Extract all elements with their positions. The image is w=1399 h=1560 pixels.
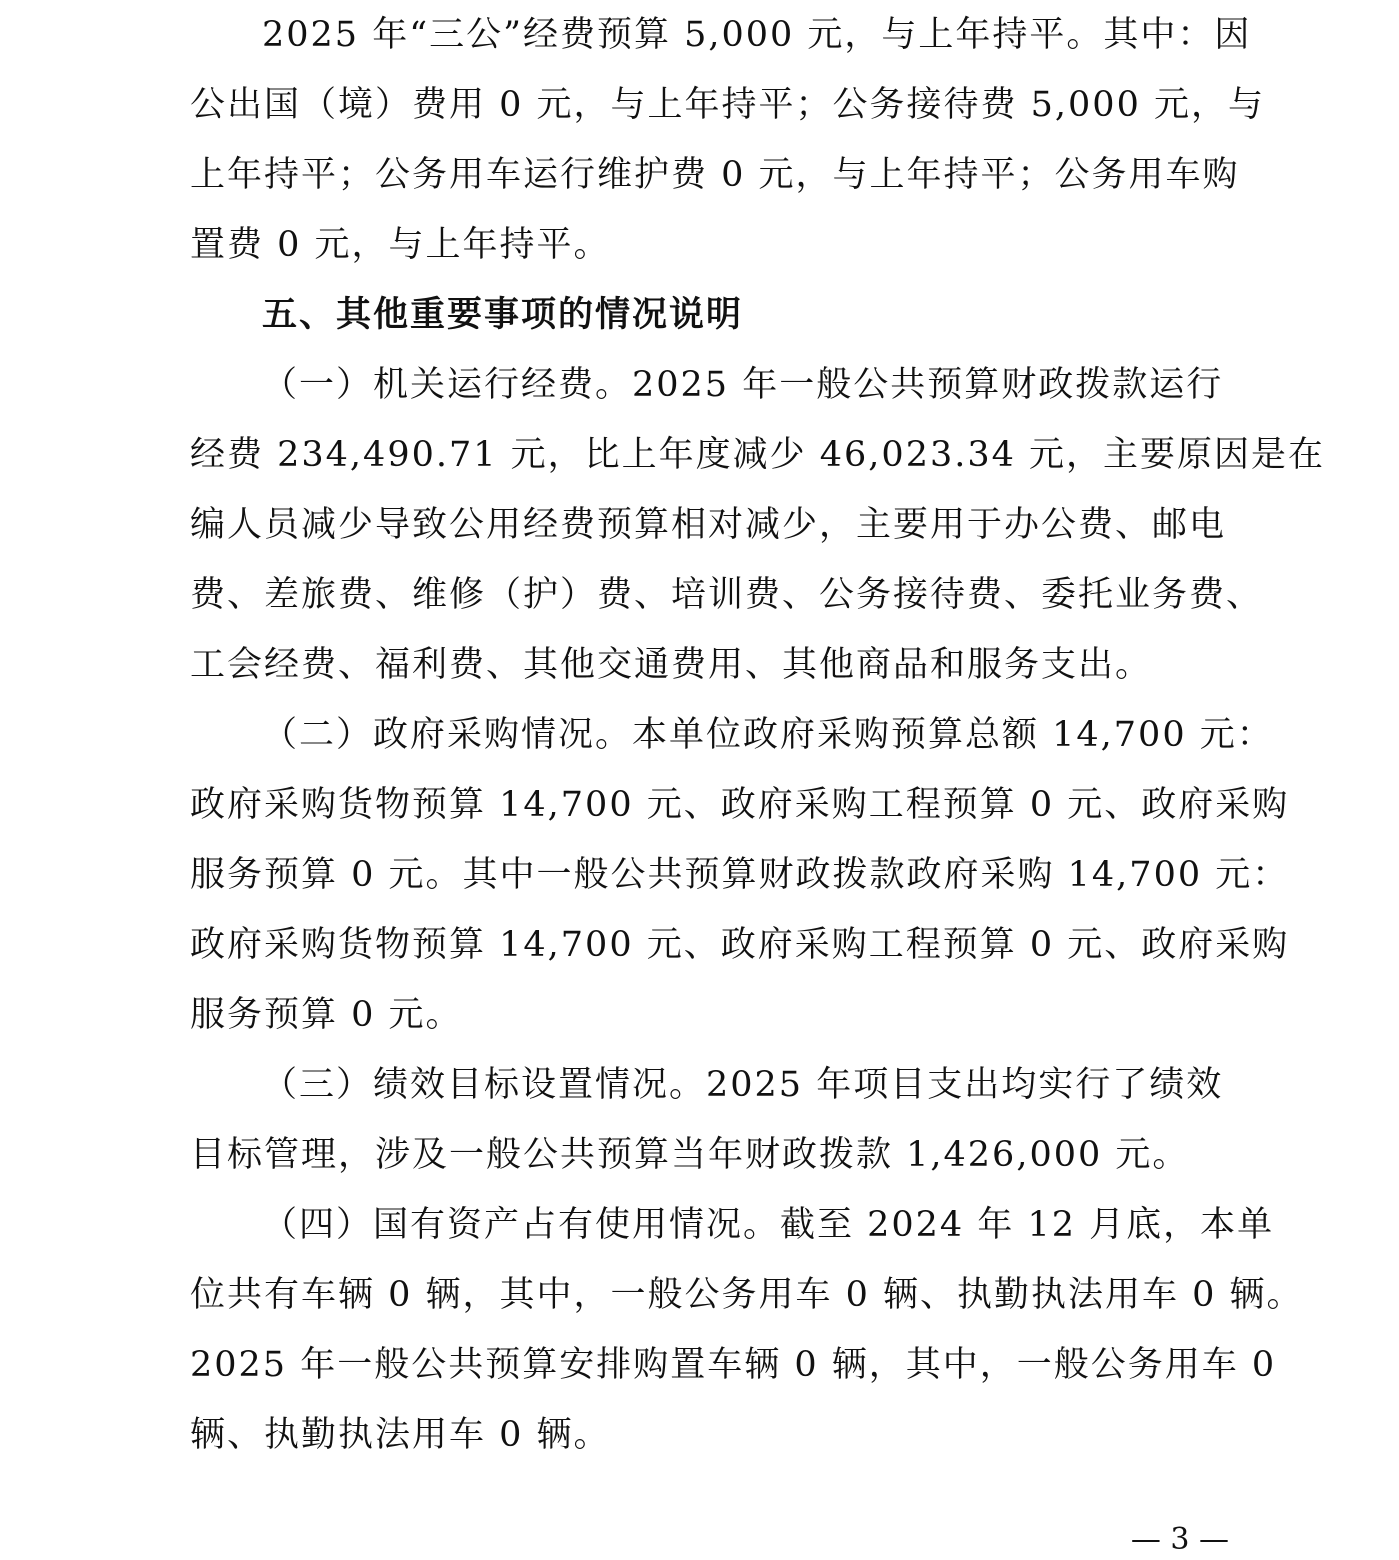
paragraph-line: 位共有车辆 0 辆，其中，一般公务用车 0 辆、执勤执法用车 0 辆。 xyxy=(190,1275,1304,1315)
paragraph-line: （一）机关运行经费。2025 年一般公共预算财政拨款运行 xyxy=(262,365,1224,405)
paragraph-line: 置费 0 元，与上年持平。 xyxy=(190,225,611,265)
page-number: — 3 — xyxy=(1130,1522,1229,1557)
paragraph-line: 政府采购货物预算 14,700 元、政府采购工程预算 0 元、政府采购 xyxy=(190,925,1290,965)
paragraph-line: 公出国（境）费用 0 元，与上年持平；公务接待费 5,000 元，与 xyxy=(190,85,1265,125)
paragraph-line: 2025 年一般公共预算安排购置车辆 0 辆，其中，一般公务用车 0 xyxy=(190,1345,1277,1385)
paragraph-line: （四）国有资产占有使用情况。截至 2024 年 12 月底，本单 xyxy=(262,1205,1275,1245)
section-heading: 五、其他重要事项的情况说明 xyxy=(262,295,744,335)
paragraph-line: 经费 234,490.71 元，比上年度减少 46,023.34 元，主要原因是在 xyxy=(190,435,1326,475)
paragraph-line: 目标管理，涉及一般公共预算当年财政拨款 1,426,000 元。 xyxy=(190,1135,1190,1175)
paragraph-line: 上年持平；公务用车运行维护费 0 元，与上年持平；公务用车购 xyxy=(190,155,1240,195)
paragraph-line: 2025 年“三公”经费预算 5,000 元，与上年持平。其中：因 xyxy=(262,15,1252,55)
paragraph-line: 服务预算 0 元。其中一般公共预算财政拨款政府采购 14,700 元： xyxy=(190,855,1290,895)
paragraph-line: 编人员减少导致公用经费预算相对减少，主要用于办公费、邮电 xyxy=(190,505,1227,545)
paragraph-line: 政府采购货物预算 14,700 元、政府采购工程预算 0 元、政府采购 xyxy=(190,785,1290,825)
paragraph-line: 服务预算 0 元。 xyxy=(190,995,463,1035)
paragraph-line: 费、差旅费、维修（护）费、培训费、公务接待费、委托业务费、 xyxy=(190,575,1264,615)
paragraph-line: （二）政府采购情况。本单位政府采购预算总额 14,700 元： xyxy=(262,715,1274,755)
paragraph-line: 辆、执勤执法用车 0 辆。 xyxy=(190,1415,611,1455)
paragraph-line: 工会经费、福利费、其他交通费用、其他商品和服务支出。 xyxy=(190,645,1153,685)
paragraph-line: （三）绩效目标设置情况。2025 年项目支出均实行了绩效 xyxy=(262,1065,1224,1105)
